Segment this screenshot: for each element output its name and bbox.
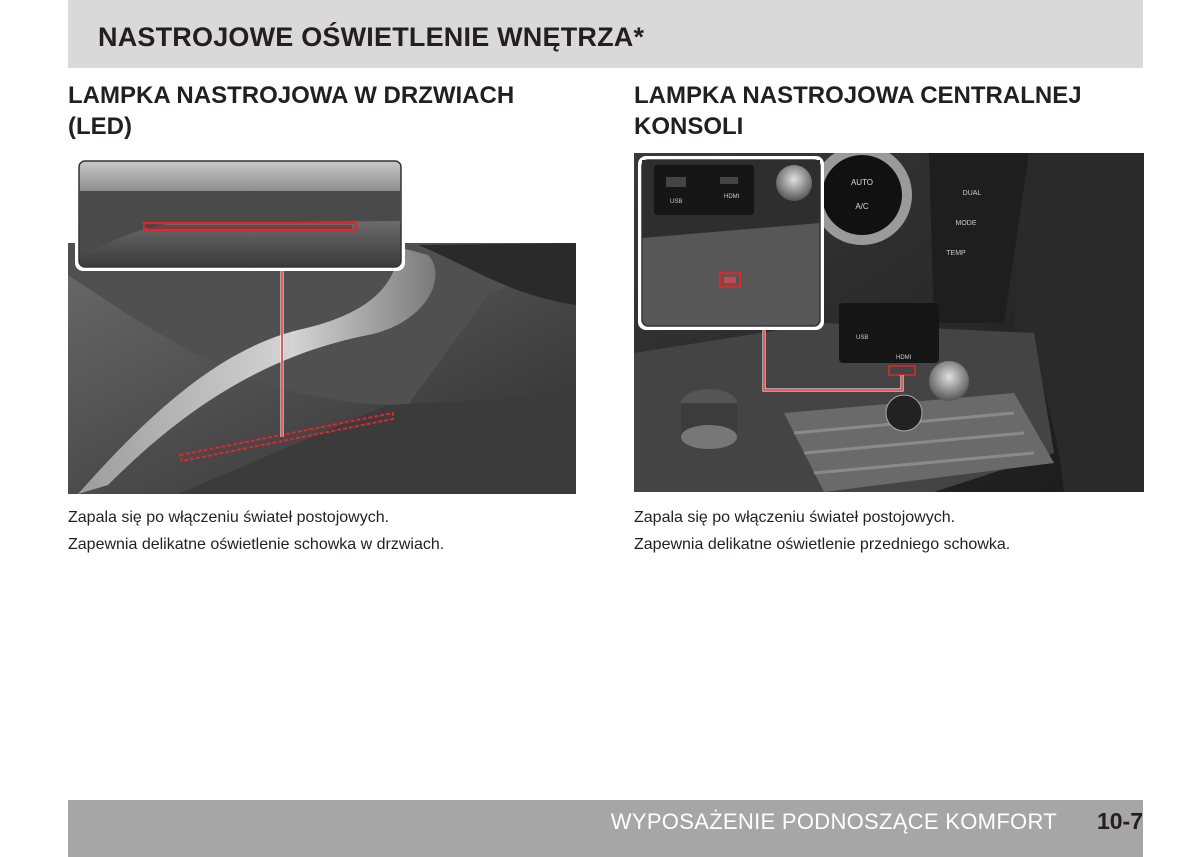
left-line-1: Zapala się po włączeniu świateł postojowych. [68, 509, 390, 526]
temp-label: TEMP [946, 250, 966, 257]
dual-label: DUAL [962, 190, 982, 197]
page-title: NASTROJOWE OŚWIETLENIE WNĘTRZA* [98, 22, 645, 52]
hdmi-label-lower: HDMI [896, 355, 912, 361]
footer-section-title: WYPOSAŻENIE PODNOSZĄCE KOMFORT [610, 809, 1057, 834]
footer-bar [68, 800, 1143, 857]
mode-label: MODE [955, 220, 977, 227]
header-bar [68, 0, 1143, 68]
console-mood-lamp-photo [634, 153, 1144, 492]
hdmi-label-inset: HDMI [724, 194, 740, 200]
left-line-2: Zapewnia delikatne oświetlenie schowka w drzwiach. [68, 536, 445, 553]
usb-label-lower: USB [856, 335, 869, 341]
ac-label: A/C [855, 202, 869, 211]
right-line-1: Zapala się po włączeniu świateł postojowych. [634, 509, 956, 526]
right-line-2: Zapewnia delikatne oświetlenie przedniego schowka. [634, 536, 1011, 553]
left-section-title: LAMPKA NASTROJOWA W DRZWIACH (LED) [68, 82, 515, 140]
usb-label-inset: USB [670, 199, 683, 205]
page-number: 10-7 [1096, 808, 1143, 834]
auto-label: AUTO [850, 178, 874, 187]
door-mood-lamp-photo [68, 155, 576, 494]
right-section-title: LAMPKA NASTROJOWA CENTRALNEJ KONSOLI [634, 82, 1082, 140]
